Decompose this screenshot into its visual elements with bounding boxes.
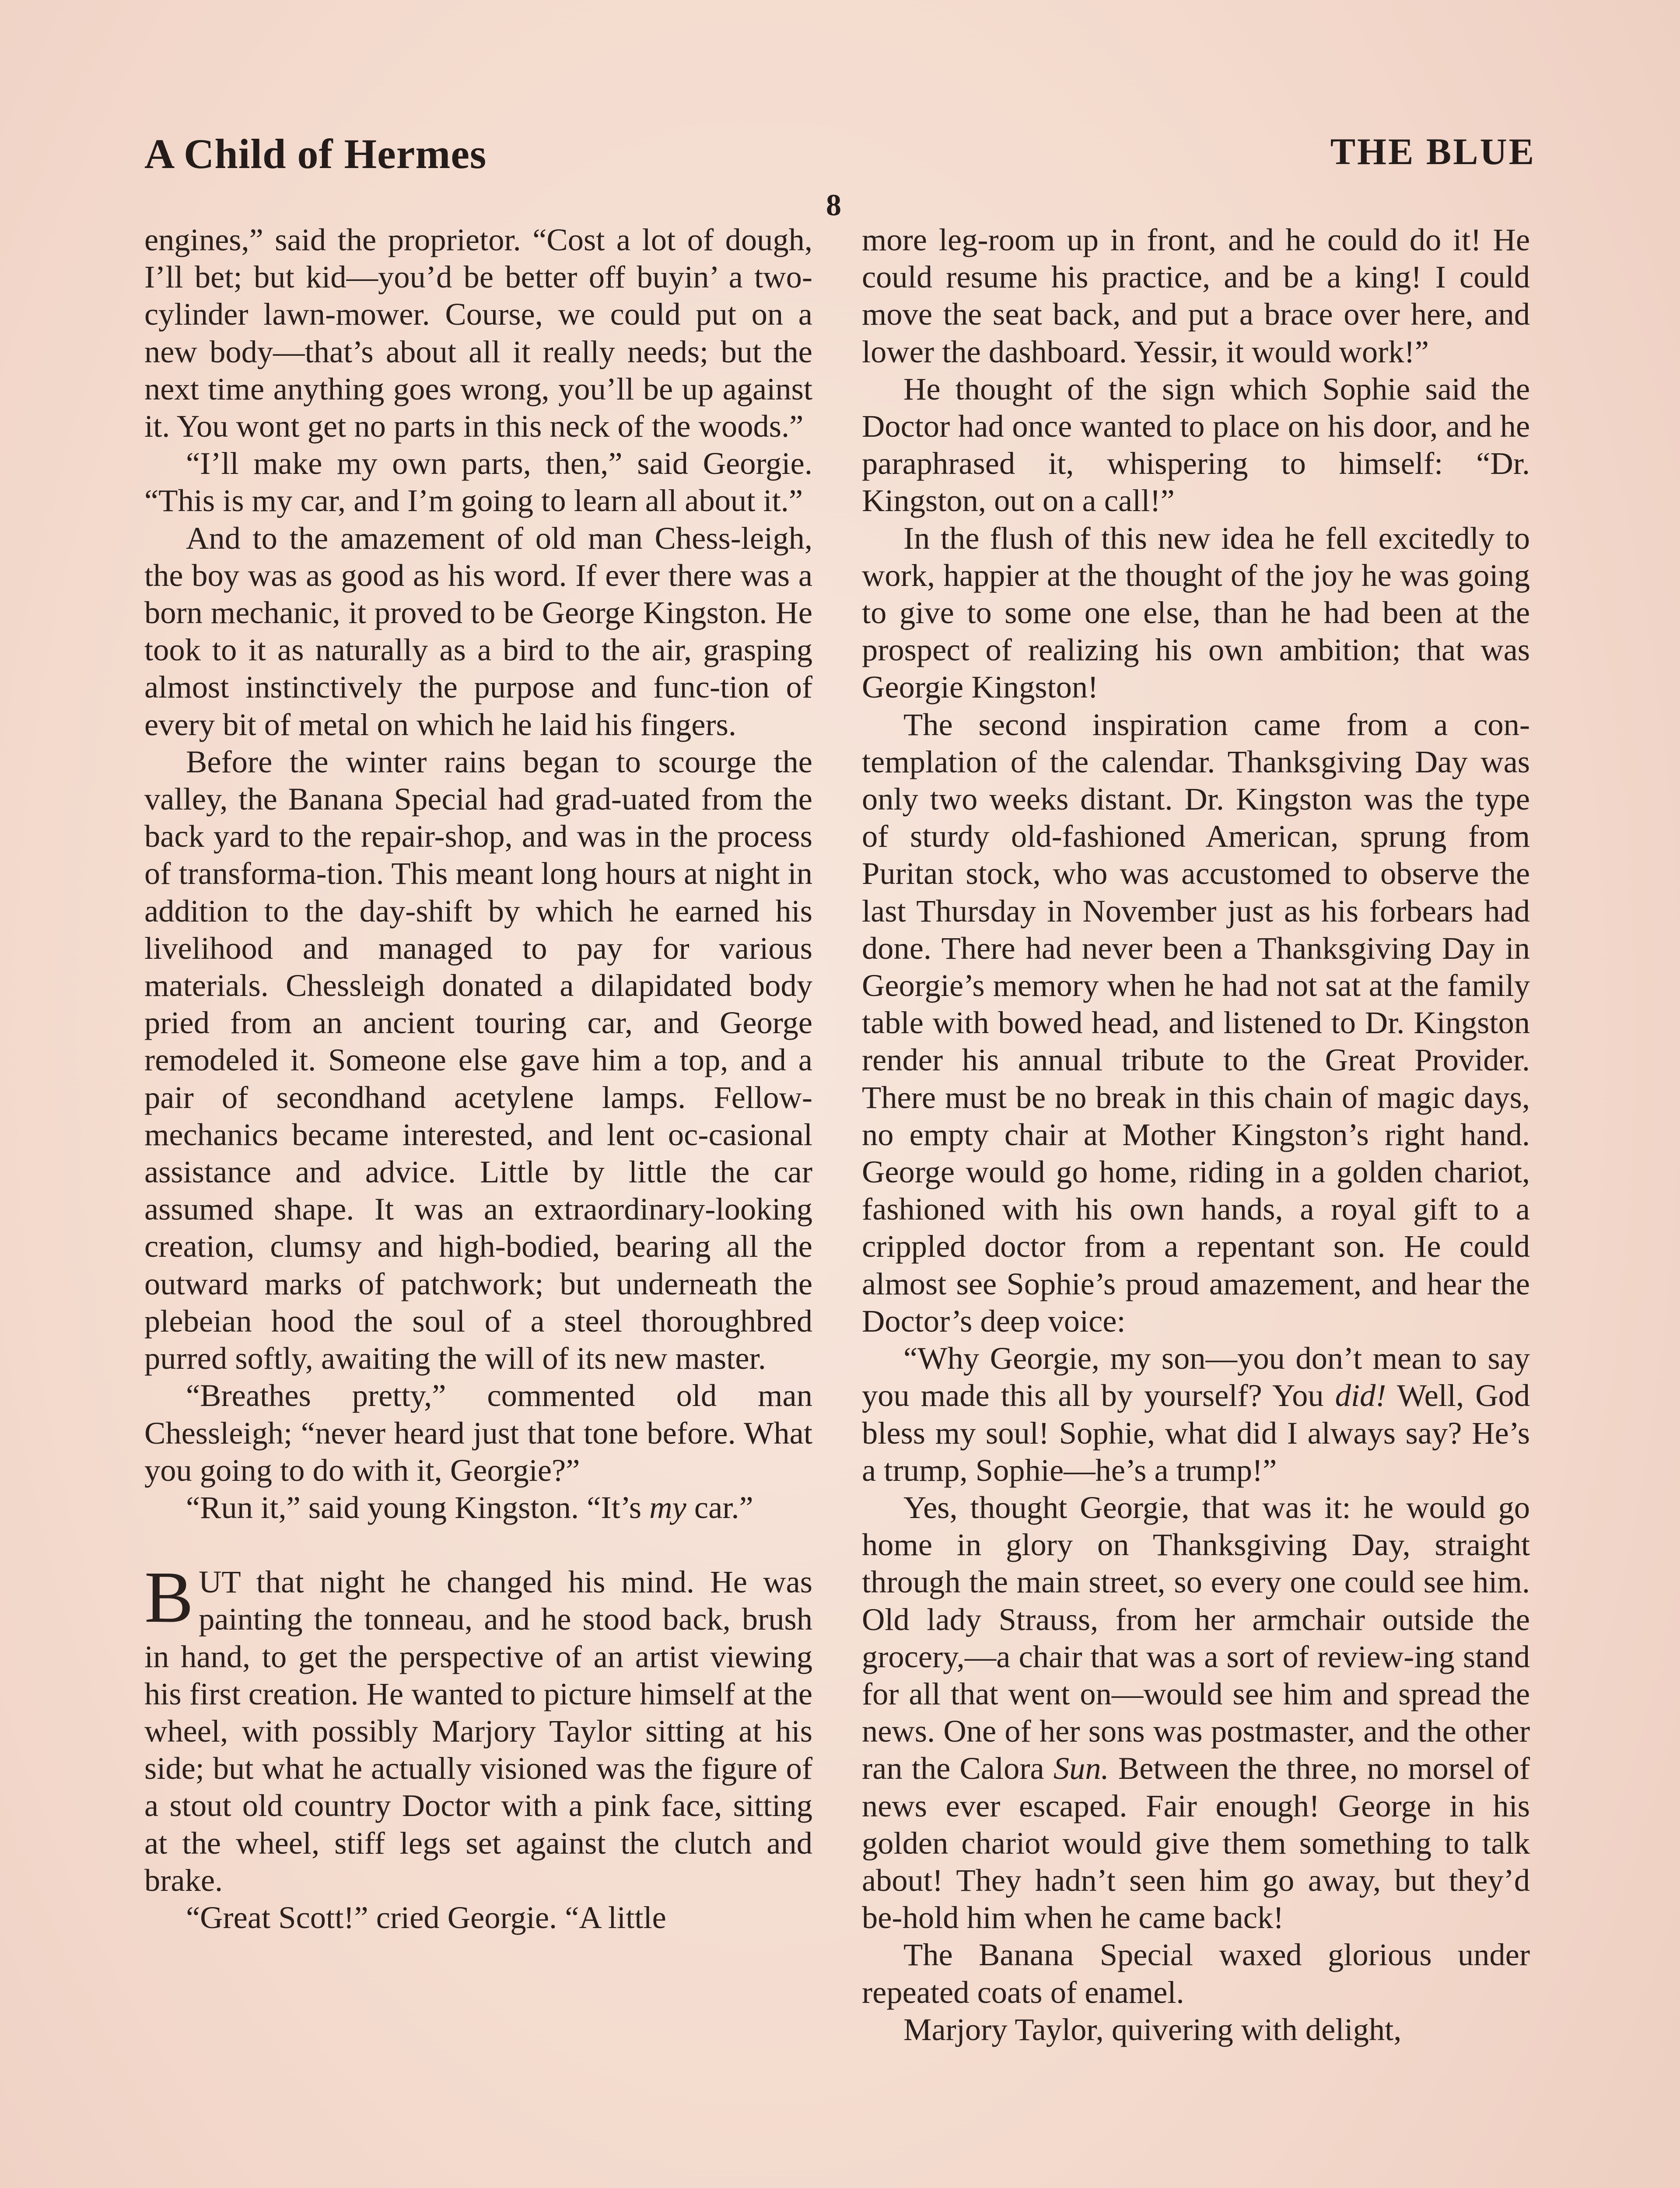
paragraph: [144, 1489, 812, 1526]
paragraph: He thought of the sign which Sophie said the Doctor had once wanted to place on his door, and he paraphrased it, whispering to himself: “Dr. Kingston, out on a call!”: [862, 371, 1530, 519]
drop-cap: B: [144, 1557, 194, 1638]
paragraph: engines,” said the proprietor. “Cost a lot of dough, I’ll bet; but kid—you’d be better off buyin’ a two-cylinder lawn-mower. Course, we could put on a new body—that’s about all it really needs; but the next time anything goes wrong, you’ll be up against it. You wont get no parts in this neck of the woods.”: [144, 222, 812, 444]
text-span: car.”: [686, 1489, 753, 1525]
paragraph: “Great Scott!” cried Georgie. “A little: [186, 1899, 666, 1935]
text-span: “Why Georgie, my son—you don’t mean to say you made this all by yourself? You: [862, 1340, 1530, 1413]
paragraph: Marjory Taylor, quivering with delight,: [903, 2011, 1402, 2047]
section-paragraph: [144, 1557, 812, 1899]
paragraph: The second inspiration came from a con-templation of the calendar. Thanksgiving Day was only two weeks distant. Dr. Kingston was the type of sturdy old-fashioned American, sprung from Puritan stock, who was accustomed to observe the last Thursday in November just as his forbears had done. There had never been a Thanksgiving Day in Georgie’s memory when he had not sat at the family table with bowed head, and listened to Dr. Kingston render his annual tribute to the Great Provider. There must be no break in this chain of magic days, no empty chair at Mother Kingston’s right hand. George would go home, riding in a golden chariot, fashioned with his own hands, a royal gift to a crippled doctor from a repentant son. He could almost see Sophie’s proud amazement, and hear the Doctor’s deep voice:: [862, 706, 1530, 1339]
right-column: [862, 221, 1530, 2048]
paragraph: [862, 1489, 1530, 1936]
text-span: “Run it,” said young Kingston. “It’s: [186, 1489, 650, 1525]
page-number: 8: [826, 189, 841, 222]
magazine-title: THE BLUE: [1330, 130, 1536, 172]
story-title: A Child of Hermes: [144, 130, 487, 177]
paragraph: In the flush of this new idea he fell excitedly to work, happier at the thought of the joy he was going to give to some one else, than he had been at the prospect of realizing his own ambition; that was Georgie Kingston!: [862, 520, 1530, 705]
paragraph: [862, 1339, 1530, 1489]
italic-text: my: [649, 1489, 686, 1525]
left-column: [144, 221, 812, 1936]
text-span: Yes, thought Georgie, that was it: he would go home in glory on Thanksgiving Day, straight through the main street, so every one could see him. Old lady Strauss, from her armchair outside the grocery,—a chair that was a sort of review-ing stand for all that went on—would see him and spread the news. One of her sons was postmaster, and the other ran the Calora: [862, 1489, 1530, 1786]
italic-text: did!: [1335, 1378, 1386, 1413]
paragraph: “I’ll make my own parts, then,” said Georgie. “This is my car, and I’m going to learn all about it.”: [144, 445, 812, 519]
paragraph: And to the amazement of old man Chess-leigh, the boy was as good as his word. If ever there was a born mechanic, it proved to be George Kingston. He took to it as naturally as a bird to the air, grasping almost instinctively the purpose and func-tion of every bit of metal on which he laid his fingers.: [144, 520, 812, 742]
page-header: [144, 130, 1536, 186]
paragraph: The Banana Special waxed glorious under repeated coats of enamel.: [862, 1937, 1530, 2010]
paragraph: “Breathes pretty,” commented old man Chessleigh; “never heard just that tone before. What you going to do with it, Georgie?”: [144, 1378, 812, 1488]
paragraph: Before the winter rains began to scourge the valley, the Banana Special had grad-uated from the back yard to the repair-shop, and was in the process of transforma-tion. This meant long hours at night in addition to the day-shift by which he earned his livelihood and managed to pay for various materials. Chessleigh donated a dilapidated body pried from an ancient touring car, and George remodeled it. Someone else gave him a top, and a pair of secondhand acetylene lamps. Fellow-mechanics became interested, and lent oc-casional assistance and advice. Little by little the car assumed shape. It was an extraordinary-looking creation, clumsy and high-bodied, bearing all the outward marks of patchwork; but underneath the plebeian hood the soul of a steel thoroughbred purred softly, awaiting the will of its new master.: [144, 743, 812, 1376]
text-span: UT that night he changed his mind. He was painting the tonneau, and he stood back, brush in hand, to get the perspective of an artist viewing his first creation. He wanted to picture himself at the wheel, with possibly Marjory Taylor sitting at his side; but what he actually visioned was the figure of a stout old country Doctor with a pink face, sitting at the wheel, stiff legs set against the clutch and brake.: [144, 1564, 812, 1898]
text-span: Between the three, no morsel of news ever escaped. Fair enough! George in his golden chariot would give them something to talk about! They hadn’t seen him go away, but they’d be-hold him when he came back!: [862, 1750, 1530, 1936]
italic-text: Sun.: [1053, 1750, 1109, 1786]
paragraph: more leg-room up in front, and he could do it! He could resume his practice, and be a king! I could move the seat back, and put a brace over here, and lower the dashboard. Yessir, it would work!”: [862, 222, 1530, 369]
text-span: Well, God bless my soul! Sophie, what did I always say? He’s a trump, Sophie—he’s a trump!”: [862, 1378, 1530, 1488]
